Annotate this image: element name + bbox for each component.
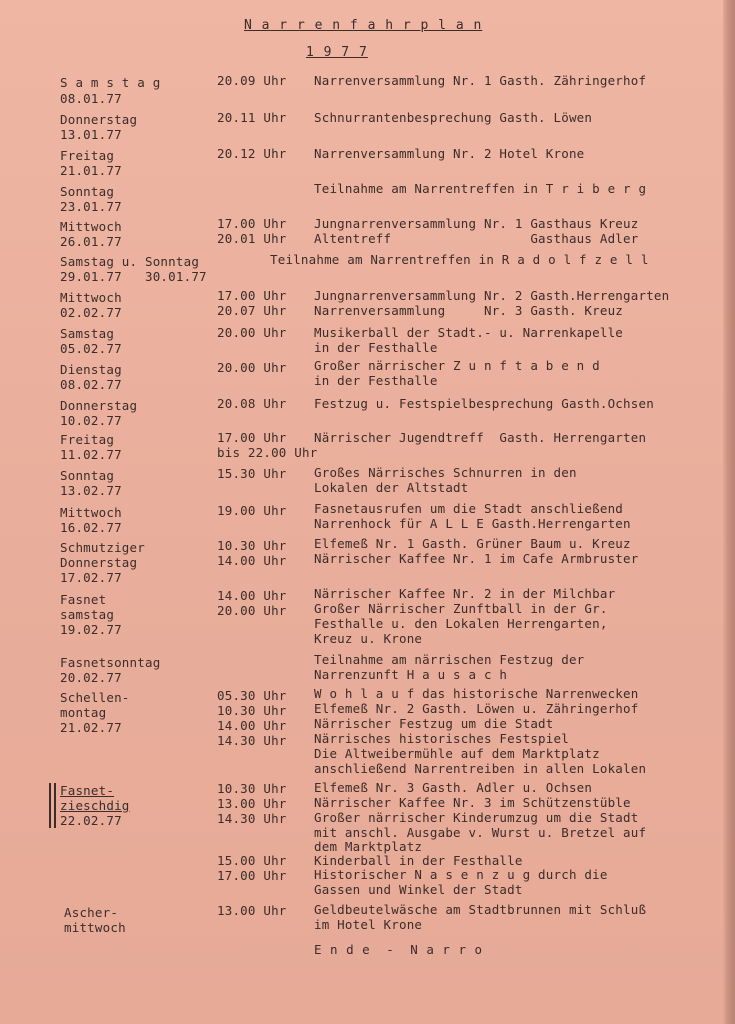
entry-text: Narrenversammlung Nr. 2 Hotel Krone [314,146,585,161]
entry-time: 14.00 Uhr [217,553,287,568]
entry-date: 29.01.77 30.01.77 [60,269,207,284]
entry-day: Sonntag [60,468,115,483]
document-title: N a r r e n f a h r p l a n [244,18,483,33]
entry-day: Fasnet [60,592,107,607]
entry-day: Fasnet- [60,783,115,798]
entry-text: Närrischer Kaffee Nr. 1 im Cafe Armbruster [314,551,639,566]
entry-day: Freitag [60,148,115,163]
entry-time: 19.00 Uhr [217,503,287,518]
entry-text: mit anschl. Ausgabe v. Wurst u. Bretzel auf [314,825,647,840]
entry-text: Jungnarrenversammlung Nr. 1 Gasthaus Kreuz [314,216,639,231]
entry-time: 20.00 Uhr [217,603,287,618]
entry-date: 20.02.77 [60,670,122,685]
entry-text: Närrischer Kaffee Nr. 2 in der Milchbar [314,586,616,601]
entry-day-line2: samstag [60,607,115,622]
entry-text: Teilnahme am Narrentreffen in T r i b e r g [314,181,647,196]
entry-date: 16.02.77 [60,520,122,535]
entry-time: 20.11 Uhr [217,110,287,125]
entry-date: 23.01.77 [60,199,122,214]
entry-time: 15.00 Uhr [217,853,287,868]
entry-text: Gassen und Winkel der Stadt [314,882,523,897]
entry-text: Narrenzunft H a u s a c h [314,667,508,682]
entry-date: 05.02.77 [60,341,122,356]
closing-line: E n d e - N a r r o [314,942,483,957]
entry-time: 17.00 Uhr [217,216,287,231]
entry-text: Kinderball in der Festhalle [314,853,523,868]
entry-time: 20.07 Uhr [217,303,287,318]
entry-time: 20.08 Uhr [217,396,287,411]
entry-day: Mittwoch [60,219,122,234]
entry-date: 11.02.77 [60,447,122,462]
entry-text: Elfemeß Nr. 1 Gasth. Grüner Baum u. Kreuz [314,536,631,551]
entry-text: Närrisches historisches Festspiel [314,731,569,746]
entry-time: bis 22.00 Uhr [217,445,318,460]
entry-text: dem Marktplatz [314,839,423,854]
entry-date: 13.01.77 [60,127,122,142]
entry-time: 13.00 Uhr [217,903,287,918]
entry-time: 10.30 Uhr [217,781,287,796]
margin-mark-line [54,783,56,828]
entry-text: Elfemeß Nr. 2 Gasth. Löwen u. Zähringerhof [314,701,639,716]
entry-day: Ascher- [64,905,119,920]
entry-text: Kreuz u. Krone [314,631,423,646]
entry-time: 13.00 Uhr [217,796,287,811]
entry-date: 08.01.77 [60,91,122,106]
entry-text: Großer Närrischer Zunftball in der Gr. [314,601,608,616]
entry-text: Großer närrischer Z u n f t a b e n d [314,358,600,373]
entry-time: 10.30 Uhr [217,703,287,718]
entry-text: Närrischer Festzug um die Stadt [314,716,554,731]
entry-date: 21.01.77 [60,163,122,178]
entry-day: Samstag u. Sonntag [60,254,200,269]
entry-text: anschließend Narrentreiben in allen Lokalen [314,761,647,776]
entry-time: 20.01 Uhr [217,231,287,246]
entry-day-line2: mittwoch [64,920,126,935]
entry-day: Donnerstag [60,398,138,413]
entry-time: 20.00 Uhr [217,325,287,340]
entry-text: Musikerball der Stadt.- u. Narrenkapelle [314,325,624,340]
entry-text: Großes Närrisches Schnurren in den [314,465,577,480]
entry-text: Geldbeutelwäsche am Stadtbrunnen mit Schluß [314,902,647,917]
entry-time: 14.30 Uhr [217,811,287,826]
entry-text: Die Altweibermühle auf dem Marktplatz [314,746,600,761]
entry-text: Narrenversammlung Nr. 3 Gasth. Kreuz [314,303,624,318]
entry-time: 14.30 Uhr [217,733,287,748]
document-year: 1 9 7 7 [306,45,368,60]
entry-text: in der Festhalle [314,340,438,355]
entry-text: Großer närrischer Kinderumzug um die Stadt [314,810,639,825]
entry-date: 17.02.77 [60,570,122,585]
entry-text: Elfemeß Nr. 3 Gasth. Adler u. Ochsen [314,780,593,795]
entry-day: Mittwoch [60,505,122,520]
entry-day: S a m s t a g [60,75,161,90]
entry-text: Schnurrantenbesprechung Gasth. Löwen [314,110,593,125]
entry-day: Freitag [60,432,115,447]
entry-day: Mittwoch [60,290,122,305]
entry-text: im Hotel Krone [314,917,423,932]
entry-date: 13.02.77 [60,483,122,498]
entry-text: Historischer N a s e n z u g durch die [314,867,608,882]
entry-text: Teilnahme am närrischen Festzug der [314,652,585,667]
entry-text: Lokalen der Altstadt [314,480,469,495]
entry-text: Festzug u. Festspielbesprechung Gasth.Ochsen [314,396,654,411]
entry-day: Samstag [60,326,115,341]
entry-text: Narrenhock für A L L E Gasth.Herrengarten [314,516,631,531]
entry-text: Teilnahme am Narrentreffen in R a d o l f z e l l [270,252,649,267]
entry-text: W o h l a u f das historische Narrenwecken [314,686,639,701]
entry-time: 17.00 Uhr [217,868,287,883]
entry-day: Donnerstag [60,112,138,127]
entry-day-line2: Donnerstag [60,555,138,570]
entry-time: 17.00 Uhr [217,288,287,303]
entry-date: 21.02.77 [60,720,122,735]
entry-time: 20.09 Uhr [217,73,287,88]
entry-day: Sonntag [60,184,115,199]
entry-text: in der Festhalle [314,373,438,388]
page-edge-shadow [723,0,735,1024]
entry-day: Schellen- [60,690,130,705]
entry-date: 08.02.77 [60,377,122,392]
entry-text: Närrischer Kaffee Nr. 3 im Schützenstüble [314,795,631,810]
entry-time: 05.30 Uhr [217,688,287,703]
entry-text: Narrenversammlung Nr. 1 Gasth. Zähringerhof [314,73,647,88]
entry-time: 20.12 Uhr [217,146,287,161]
entry-time: 15.30 Uhr [217,466,287,481]
entry-day: Fasnetsonntag [60,655,161,670]
entry-time: 17.00 Uhr [217,430,287,445]
entry-time: 10.30 Uhr [217,538,287,553]
entry-text: Festhalle u. den Lokalen Herrengarten, [314,616,608,631]
entry-text: Altentreff Gasthaus Adler [314,231,639,246]
entry-date: 02.02.77 [60,305,122,320]
entry-day-line2: zieschdig [60,798,130,813]
entry-date: 19.02.77 [60,622,122,637]
entry-time: 14.00 Uhr [217,718,287,733]
entry-date: 26.01.77 [60,234,122,249]
entry-day: Schmutziger [60,540,145,555]
entry-time: 20.00 Uhr [217,360,287,375]
entry-date: 22.02.77 [60,813,122,828]
entry-date: 10.02.77 [60,413,122,428]
entry-time: 14.00 Uhr [217,588,287,603]
margin-mark-line [49,783,51,828]
entry-text: Jungnarrenversammlung Nr. 2 Gasth.Herrengarten [314,288,670,303]
entry-day: Dienstag [60,362,122,377]
entry-text: Närrischer Jugendtreff Gasth. Herrengarten [314,430,647,445]
entry-text: Fasnetausrufen um die Stadt anschließend [314,501,624,516]
entry-day-line2: montag [60,705,107,720]
